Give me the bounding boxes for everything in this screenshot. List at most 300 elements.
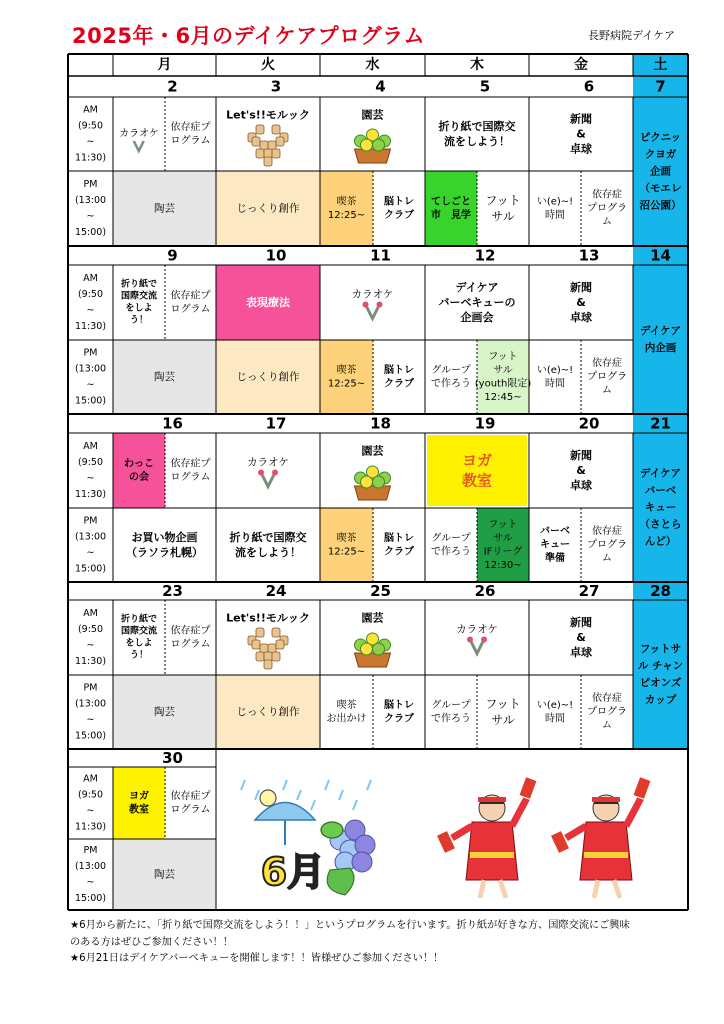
program-text: [362, 444, 384, 458]
text-line: 時間: [545, 209, 565, 221]
text-line: 園芸: [361, 611, 384, 625]
text-line: 15:00): [74, 563, 107, 575]
molkky-pin-icon: [256, 149, 264, 158]
text-line: 17: [265, 414, 287, 433]
weekday-header: [261, 57, 275, 73]
program-right: [384, 194, 415, 221]
text-line: 依存症: [592, 189, 622, 201]
date-number: [579, 247, 600, 265]
text-line: 26: [474, 582, 496, 600]
text-line: 喫茶: [336, 532, 357, 544]
text-line: バーベキューの: [438, 296, 516, 309]
note-line: ★6月から新たに、「折り紙で国際交流をしよう！！」というプログラムを行います。折り紙が好きな方、国際交流にご興味: [70, 920, 630, 931]
text-line: PM: [83, 682, 98, 694]
pm-slot-label: [75, 348, 106, 407]
frog-icon: [321, 822, 343, 838]
date-number: [480, 78, 490, 96]
text-line: PM: [83, 347, 98, 359]
text-line: AM: [83, 608, 98, 619]
program-left: [120, 612, 157, 660]
program-text: [456, 624, 498, 636]
text-line: フット: [488, 519, 518, 531]
raindrop-icon: [339, 790, 343, 800]
program-right: [587, 691, 627, 731]
text-line: う！: [129, 650, 149, 661]
program-right: [171, 288, 211, 315]
flower-icon: [373, 643, 385, 655]
text-line: バーベ: [540, 526, 570, 537]
program-text: [439, 281, 516, 324]
yosakoi-dancer-icon: [550, 777, 651, 898]
microphone-head: [363, 302, 369, 308]
date-number: [579, 415, 600, 433]
program-right: [171, 623, 211, 650]
text-line: ログラム: [170, 471, 211, 483]
text-line: カラオケ: [247, 456, 289, 469]
text-line: 18: [370, 414, 391, 433]
date-number: [271, 78, 281, 96]
weekday-header: [158, 57, 172, 73]
text-line: プログラ: [587, 706, 627, 718]
weekday-header: [366, 56, 380, 73]
text-line: てしごと: [431, 196, 471, 208]
text-line: 16: [162, 414, 183, 433]
flowerpot-icon: [355, 149, 391, 163]
text-line: 時間: [545, 378, 565, 390]
text-line: 12:25~: [327, 546, 366, 558]
text-line: 企画会: [460, 310, 494, 324]
text-line: AM: [83, 773, 98, 785]
am-slot-label: [75, 441, 106, 500]
flower-icon: [361, 476, 373, 488]
microphone-icon: [367, 307, 379, 319]
text-line: ヨガ: [461, 451, 493, 470]
text-line: 15:00): [74, 395, 107, 407]
cell-fill: [425, 171, 477, 246]
text-line: カラオケ: [456, 623, 498, 636]
text-line: 企画: [650, 165, 671, 178]
text-line: (9:50: [77, 624, 104, 635]
text-line: 13: [578, 246, 600, 265]
text-line: 卓球: [570, 478, 592, 492]
text-line: (9:50: [77, 789, 104, 801]
text-line: 11:30): [74, 152, 107, 164]
date-number: [650, 582, 671, 600]
program-text: [438, 119, 516, 148]
weekday-header: [654, 56, 668, 73]
decorative-illustration: [241, 777, 651, 898]
text-line: 依存症: [592, 693, 622, 704]
microphone-icon: [262, 475, 274, 487]
text-line: 12: [474, 246, 496, 265]
text-line: Let's!!モルック: [226, 611, 310, 625]
program-text: [570, 615, 592, 659]
text-line: 21: [650, 414, 671, 433]
text-line: う！: [129, 315, 149, 326]
text-line: グループ: [431, 364, 471, 376]
text-line: い(e)~!: [536, 364, 574, 376]
text-line: (9:50: [77, 457, 104, 468]
pm-slot-label: [75, 516, 106, 575]
program-left: [537, 365, 573, 390]
date-number: [162, 749, 183, 767]
text-line: 卓球: [570, 645, 592, 659]
text-line: サル: [493, 364, 513, 376]
text-line: 内企画: [644, 342, 677, 354]
yoga-fill: [427, 435, 527, 506]
raindrop-icon: [297, 790, 301, 800]
text-line: 脳トレ: [384, 532, 414, 544]
text-line: 24: [265, 582, 287, 600]
hydrangea-icon: [352, 852, 372, 872]
program-text: [570, 448, 592, 492]
text-line: 依存症: [592, 358, 622, 369]
text-line: 時間: [545, 713, 565, 725]
text-line: ピクニッ: [639, 131, 682, 144]
text-line: 依存症プ: [170, 790, 211, 802]
text-line: 23: [162, 582, 183, 600]
text-line: い(e)~!: [536, 699, 574, 711]
program-text: [570, 112, 592, 156]
text-line: Let's!!モルック: [226, 108, 310, 122]
program-text: [352, 289, 394, 301]
text-line: 水: [365, 57, 380, 73]
text-line: じっくり創作: [236, 706, 300, 718]
text-line: 卓球: [570, 310, 592, 324]
text-line: バーベ: [644, 484, 677, 497]
text-line: 折り紙で国際交: [229, 531, 307, 545]
flowerpot-icon: [355, 653, 391, 667]
date-number: [162, 582, 183, 600]
text-line: 陶芸: [154, 706, 175, 718]
am-slot-label: [75, 273, 106, 332]
text-line: 国際交流: [120, 626, 158, 637]
text-line: （モエレ: [639, 182, 682, 195]
raindrop-icon: [241, 780, 245, 790]
program-right: [587, 356, 627, 396]
date-number: [650, 415, 671, 433]
note-line: ★6月21日はデイケアバーベキューを開催します！！皆様ぜひご参加ください！！: [70, 953, 444, 964]
text-line: お買い物企画: [131, 531, 198, 545]
text-line: AM: [83, 273, 98, 284]
text-line: サル: [491, 713, 515, 728]
program-right: [485, 193, 520, 223]
text-line: ~: [86, 305, 95, 316]
text-line: キュー: [540, 539, 570, 551]
text-line: フット: [485, 193, 521, 208]
text-line: 19: [474, 414, 496, 433]
date-number: [475, 247, 496, 265]
flower-icon: [361, 643, 373, 655]
text-line: ~: [86, 547, 95, 559]
date-number: [266, 582, 287, 600]
text-line: 20: [578, 414, 600, 433]
text-line: 新聞: [570, 449, 592, 463]
text-line: クラブ: [384, 378, 414, 390]
date-number: [370, 415, 391, 433]
text-line: ~: [86, 877, 95, 888]
text-line: 国際交流: [120, 291, 158, 302]
text-line: 3: [270, 77, 282, 96]
text-line: プログラ: [587, 371, 627, 383]
text-line: 14: [650, 246, 671, 265]
molkky-pin-icon: [264, 660, 272, 669]
date-number: [475, 582, 496, 600]
text-line: (13:00: [74, 363, 107, 375]
text-line: 依存症: [592, 526, 622, 537]
date-number: [167, 247, 177, 265]
text-line: ログラム: [170, 135, 211, 147]
flower-icon: [361, 139, 373, 151]
text-line: ~: [86, 473, 95, 484]
program-text: [237, 202, 300, 215]
text-line: 5: [479, 77, 491, 96]
molkky-pin-icon: [272, 125, 280, 134]
text-line: ピオンズ: [639, 677, 682, 689]
flower-icon: [373, 476, 385, 488]
program-text: [247, 457, 289, 469]
month-illustration-text: 6月: [260, 850, 326, 894]
text-line: 依存症プ: [170, 458, 211, 470]
date-number: [266, 415, 287, 433]
note-line: のある方はぜひご参加ください！！: [70, 936, 233, 948]
text-line: 11:30): [74, 656, 107, 667]
text-line: フット: [488, 351, 518, 363]
date-number: [370, 247, 391, 265]
program-text: [362, 611, 384, 625]
text-line: 流をしよう！: [444, 134, 510, 148]
text-line: 脳トレ: [384, 699, 414, 711]
program-text: [226, 612, 310, 625]
date-number: [167, 78, 177, 96]
text-line: (9:50: [77, 289, 104, 300]
text-line: 12:45~: [484, 391, 522, 403]
text-line: 依存症プ: [170, 121, 211, 133]
text-line: 準備: [545, 553, 565, 564]
text-line: ム: [602, 216, 612, 228]
text-line: ~: [86, 805, 95, 817]
text-line: カラオケ: [119, 128, 159, 140]
text-line: ム: [602, 553, 612, 564]
text-line: プログラ: [587, 203, 627, 214]
text-line: 11:30): [74, 321, 107, 332]
text-line: 火: [261, 57, 275, 73]
text-line: 土: [653, 57, 668, 73]
text-line: 陶芸: [154, 868, 175, 881]
text-line: デイケア: [639, 325, 682, 337]
program-text: [237, 705, 300, 718]
text-line: 沼公園）: [639, 199, 682, 212]
text-line: 7: [655, 77, 666, 96]
text-line: サル: [493, 532, 513, 544]
yosakoi-dancer-icon: [436, 777, 537, 898]
program-right: [384, 363, 415, 390]
molkky-pin-icon: [276, 640, 284, 649]
raindrop-icon: [367, 780, 371, 790]
program-left: [431, 699, 471, 725]
text-line: 依存症プ: [170, 290, 211, 302]
text-line: &: [576, 631, 586, 644]
text-line: ~: [86, 211, 95, 222]
text-line: 卓球: [570, 142, 592, 156]
program-text: [229, 530, 307, 559]
text-line: で作ろう: [431, 546, 471, 558]
text-line: &: [576, 127, 586, 141]
text-line: 教室: [461, 471, 493, 490]
text-line: 4: [375, 77, 386, 96]
text-line: をしよ: [125, 638, 153, 649]
text-line: キュー: [644, 501, 677, 514]
text-line: IFリーグ: [483, 546, 523, 558]
pm-slot-label: [75, 845, 106, 904]
raindrop-icon: [255, 790, 259, 800]
text-line: (13:00: [74, 195, 107, 206]
program-right: [587, 524, 627, 564]
weekday-header: [574, 56, 588, 73]
page-title: 2025年・6月のデイケアプログラム: [72, 24, 425, 48]
text-line: の会: [129, 471, 149, 483]
text-line: 折り紙で国際交: [438, 120, 516, 134]
program-left: [431, 364, 471, 390]
microphone-head: [481, 637, 487, 643]
program-text: [226, 109, 310, 122]
program-right: [384, 531, 415, 558]
cell-fill: [113, 433, 165, 508]
leaf-icon: [327, 868, 354, 895]
raindrop-icon: [311, 800, 315, 810]
text-line: 脳トレ: [384, 364, 414, 376]
text-line: 喫茶: [336, 699, 357, 711]
text-line: 園芸: [361, 108, 384, 122]
molkky-pin-icon: [272, 652, 280, 661]
text-line: 園芸: [361, 444, 384, 458]
text-line: 木: [470, 57, 484, 73]
text-line: 6: [583, 77, 595, 96]
text-line: お出かけ: [326, 713, 367, 725]
cell-fill: [320, 171, 373, 246]
program-right: [587, 188, 627, 228]
text-line: (13:00: [74, 698, 107, 710]
text-line: ヨガ: [129, 790, 149, 802]
text-line: プログラ: [587, 539, 627, 551]
text-line: 表現療法: [246, 296, 290, 309]
date-number: [162, 415, 183, 433]
text-line: ログラム: [170, 303, 211, 315]
text-line: PM: [83, 515, 98, 527]
text-line: 28: [650, 582, 671, 600]
program-left: [537, 700, 573, 725]
text-line: 15:00): [74, 893, 107, 904]
molkky-pin-icon: [252, 137, 260, 146]
text-line: 教室: [129, 804, 149, 816]
date-number: [370, 582, 391, 600]
program-left: [537, 196, 573, 221]
flowerpot-icon: [355, 486, 391, 500]
program-left: [120, 277, 157, 325]
text-line: (13:00: [74, 861, 107, 872]
molkky-pin-icon: [272, 149, 280, 158]
text-line: 依存症プ: [170, 625, 211, 637]
text-line: ログラム: [170, 804, 211, 816]
text-line: 27: [578, 582, 600, 600]
text-line: ~: [86, 379, 95, 391]
text-line: ム: [602, 720, 612, 731]
text-line: 陶芸: [154, 202, 175, 215]
text-line: 脳トレ: [384, 196, 414, 208]
text-line: ル チャン: [637, 660, 684, 672]
text-line: クラブ: [384, 546, 414, 558]
text-line: ~: [86, 136, 95, 148]
text-line: 10: [265, 246, 287, 265]
cell-fill: [113, 767, 165, 839]
text-line: 新聞: [570, 616, 592, 630]
molkky-pin-icon: [256, 125, 264, 134]
text-line: AM: [83, 104, 98, 116]
program-text: [154, 868, 175, 881]
saturday-fill: [633, 76, 688, 246]
text-line: 15:00): [74, 730, 107, 742]
weekday-header: [470, 56, 484, 73]
microphone-head: [258, 470, 264, 476]
text-line: 9: [167, 246, 178, 265]
program-right: [171, 789, 211, 816]
text-line: で作ろう: [431, 378, 471, 390]
text-line: 市 見学: [431, 209, 471, 221]
program-left: [540, 526, 570, 564]
program-right: [485, 697, 520, 727]
text-line: 12:25~: [327, 209, 366, 221]
text-line: フットサ: [639, 643, 682, 655]
text-line: 金: [574, 57, 588, 73]
am-slot-label: [75, 105, 106, 164]
am-slot-label: [75, 774, 106, 833]
program-text: [154, 202, 175, 215]
text-line: わっこ: [124, 458, 154, 470]
text-line: PM: [83, 179, 98, 190]
text-line: （ラソラ札幌）: [126, 545, 203, 559]
program-text: [246, 295, 291, 309]
program-text: [126, 530, 203, 559]
molkky-pin-icon: [276, 137, 284, 146]
text-line: ~: [86, 714, 95, 726]
text-line: (youth限定): [474, 378, 532, 390]
cell-fill: [320, 508, 373, 582]
snail-icon: [260, 790, 276, 806]
text-line: AM: [83, 441, 98, 452]
text-line: んど）: [644, 535, 677, 548]
microphone-head: [272, 470, 278, 476]
microphone-icon: [471, 642, 483, 654]
text-line: 喫茶: [336, 196, 357, 208]
text-line: クラブ: [384, 713, 414, 725]
text-line: &: [576, 296, 586, 309]
microphone-head: [377, 302, 383, 308]
pm-slot-label: [75, 683, 106, 742]
molkky-pin-icon: [256, 628, 264, 637]
text-line: デイケア: [455, 281, 499, 295]
text-line: 15:00): [74, 227, 107, 238]
text-line: カラオケ: [351, 288, 394, 301]
text-line: クヨガ: [644, 148, 677, 161]
text-line: 新聞: [570, 281, 592, 295]
text-line: ~: [86, 640, 95, 651]
text-line: 折り紙で: [120, 279, 158, 290]
date-number: [266, 247, 287, 265]
text-line: ム: [602, 385, 612, 396]
date-number: [584, 78, 594, 96]
text-line: グループ: [431, 532, 471, 544]
date-number: [655, 78, 665, 96]
